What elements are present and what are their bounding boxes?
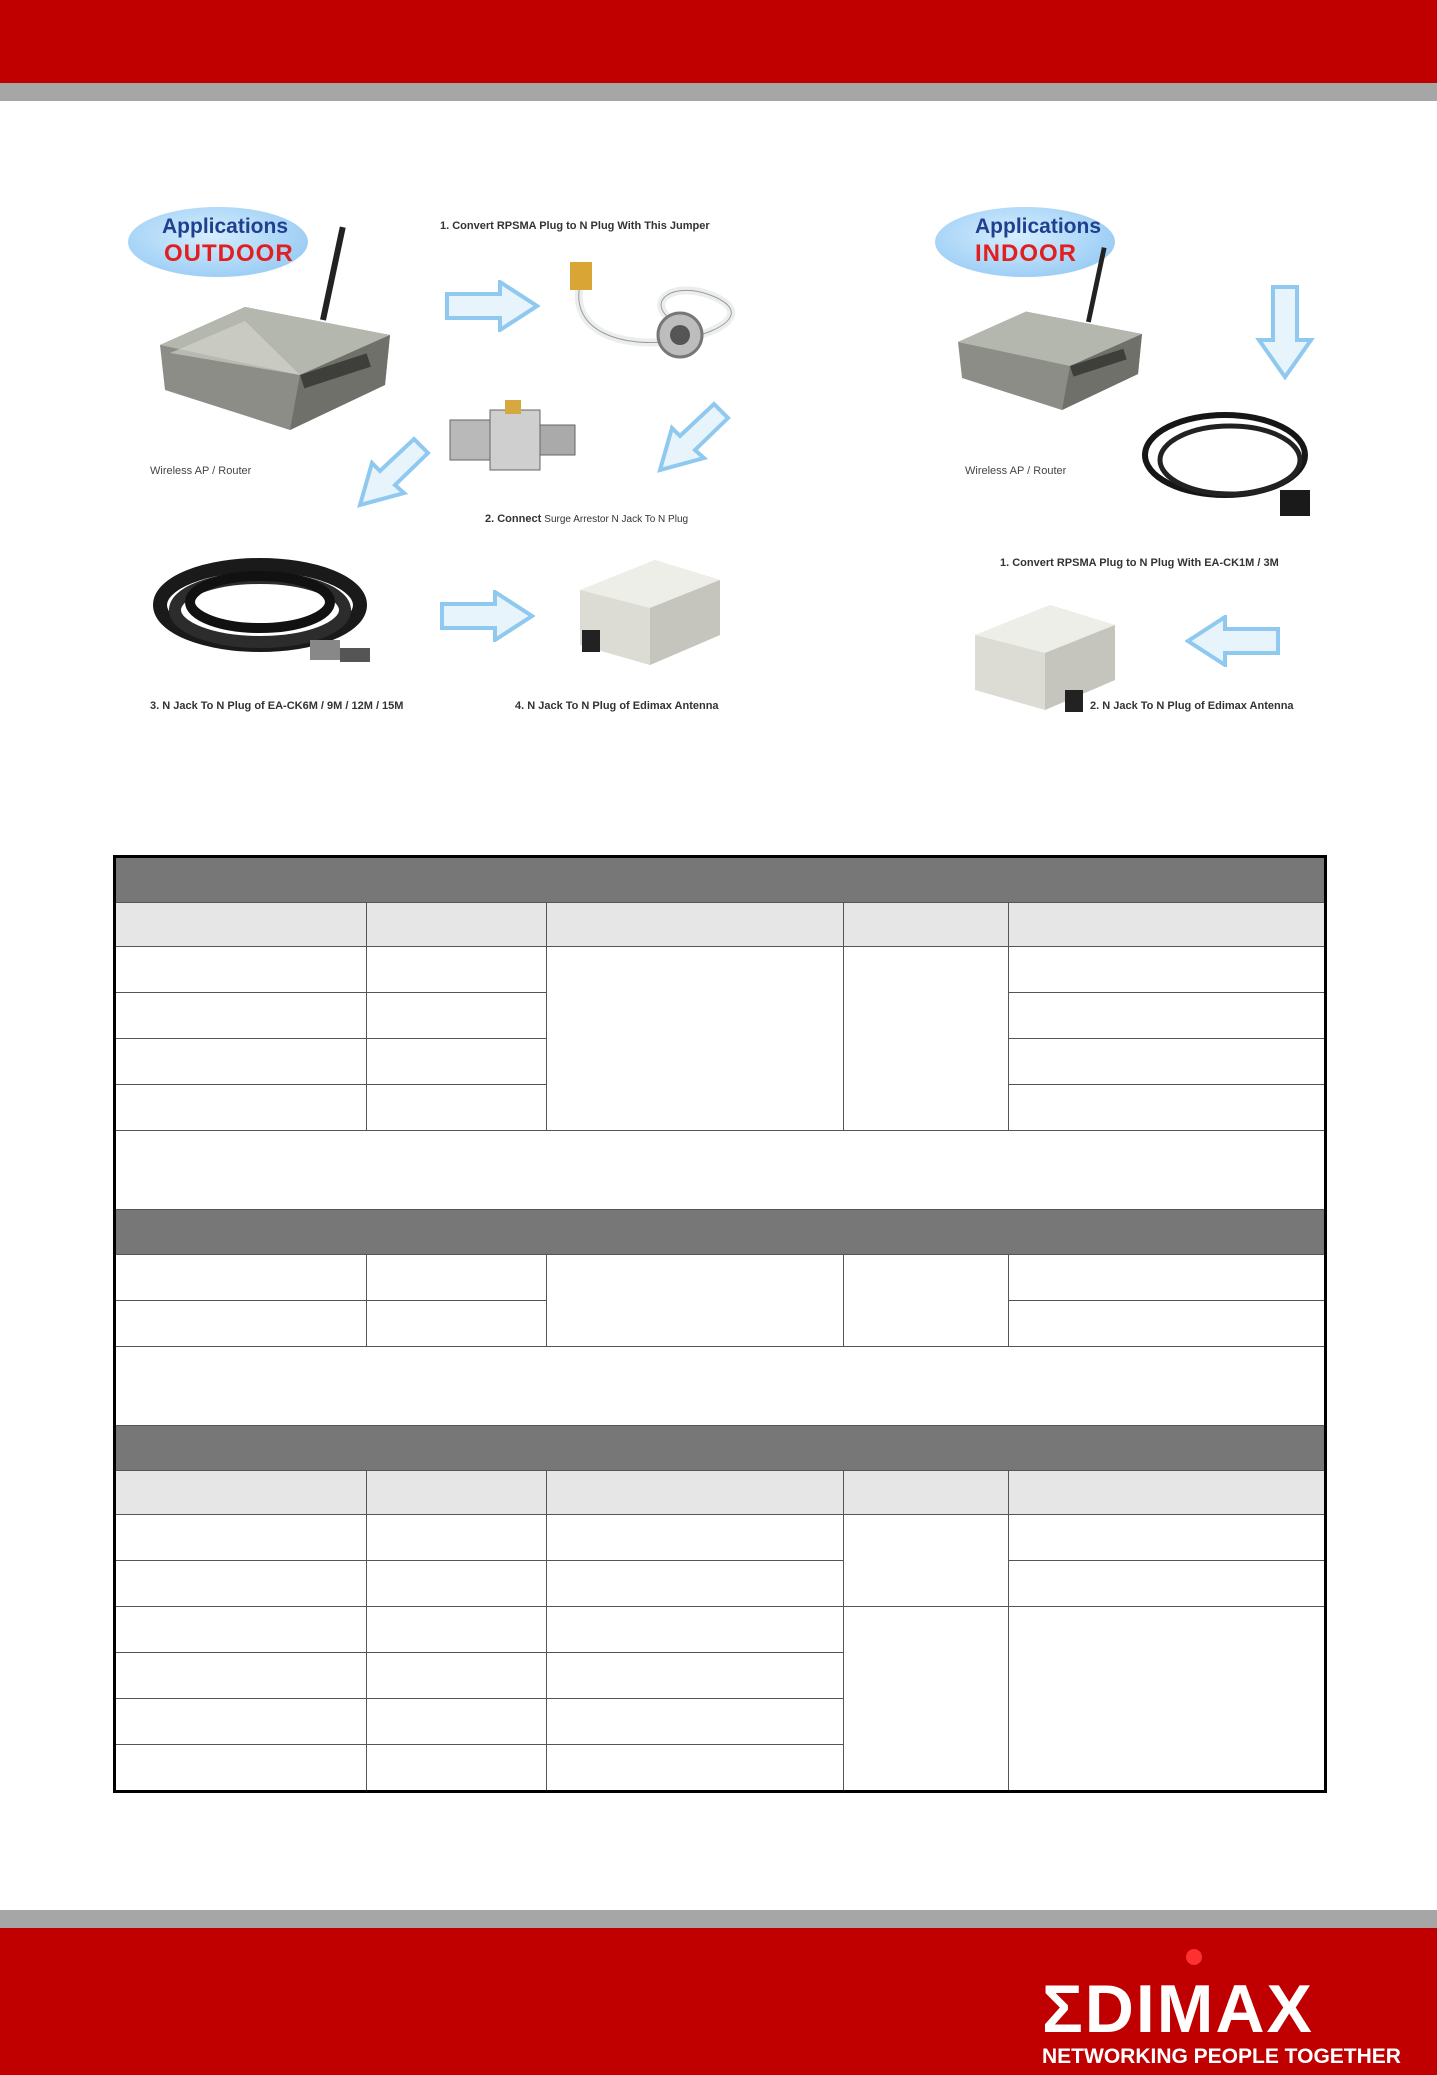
- logo-wordmark: ΣDIMAX: [1042, 1971, 1314, 2047]
- indoor-diagram: [940, 195, 1340, 730]
- outdoor-step1: 1. Convert RPSMA Plug to N Plug With This Jumper: [440, 220, 710, 232]
- panel-antenna-image-indoor: [955, 595, 1120, 715]
- footer-stripe: [0, 1910, 1437, 1928]
- header-band: [0, 0, 1437, 83]
- spec-table: [113, 855, 1327, 1793]
- note-row: [115, 1131, 1326, 1210]
- arrow-down-left-icon-2: [340, 435, 435, 515]
- outdoor-bubble-subtitle: OUTDOOR: [164, 240, 294, 267]
- router-image: [150, 225, 400, 435]
- arrow-right-icon: [445, 280, 540, 332]
- note-row: [115, 1347, 1326, 1426]
- outdoor-step4: 4. N Jack To N Plug of Edimax Antenna: [515, 700, 719, 712]
- arrow-right-icon-2: [440, 590, 535, 642]
- arrow-down-icon: [1255, 285, 1315, 380]
- indoor-step2: 2. N Jack To N Plug of Edimax Antenna: [1090, 700, 1294, 712]
- arrow-left-icon: [1185, 615, 1280, 667]
- indoor-step1: 1. Convert RPSMA Plug to N Plug With EA-CK1M / 3M: [1000, 557, 1279, 569]
- panel-antenna-image: [560, 550, 725, 670]
- table-row: [115, 1515, 1326, 1561]
- arrow-down-left-icon: [640, 400, 735, 480]
- column-header-row: [115, 1471, 1326, 1515]
- outdoor-diagram: [140, 195, 770, 730]
- section-header-row: [115, 1426, 1326, 1471]
- table-row: [115, 1607, 1326, 1653]
- indoor-bubble-subtitle: INDOOR: [975, 240, 1077, 267]
- table-row: [115, 1255, 1326, 1301]
- coiled-cable-image: [150, 540, 390, 680]
- jumper-cable-image: [560, 250, 760, 385]
- table-row: [115, 1561, 1326, 1607]
- logo-tagline: NETWORKING PEOPLE TOGETHER: [1042, 2045, 1401, 2068]
- header-stripe: [0, 83, 1437, 101]
- column-header-row: [115, 903, 1326, 947]
- edimax-logo: [1030, 1945, 1401, 2068]
- table-row: [115, 947, 1326, 993]
- outdoor-bubble-title: Applications: [162, 215, 289, 238]
- logo-dot: [1186, 1949, 1202, 1965]
- section-header-row: [115, 1210, 1326, 1255]
- indoor-router-caption: Wireless AP / Router: [965, 465, 1067, 477]
- short-cable-image: [1130, 395, 1330, 535]
- outdoor-router-caption: Wireless AP / Router: [150, 465, 252, 477]
- outdoor-step3: 3. N Jack To N Plug of EA-CK6M / 9M / 12M / 15M: [150, 700, 404, 712]
- router-image-indoor: [950, 225, 1150, 435]
- section-header-row: [115, 857, 1326, 903]
- outdoor-step2: 2. Connect Surge Arrestor N Jack To N Plug: [485, 513, 689, 525]
- indoor-bubble-title: Applications: [975, 215, 1102, 238]
- surge-arrestor-image: [440, 385, 590, 495]
